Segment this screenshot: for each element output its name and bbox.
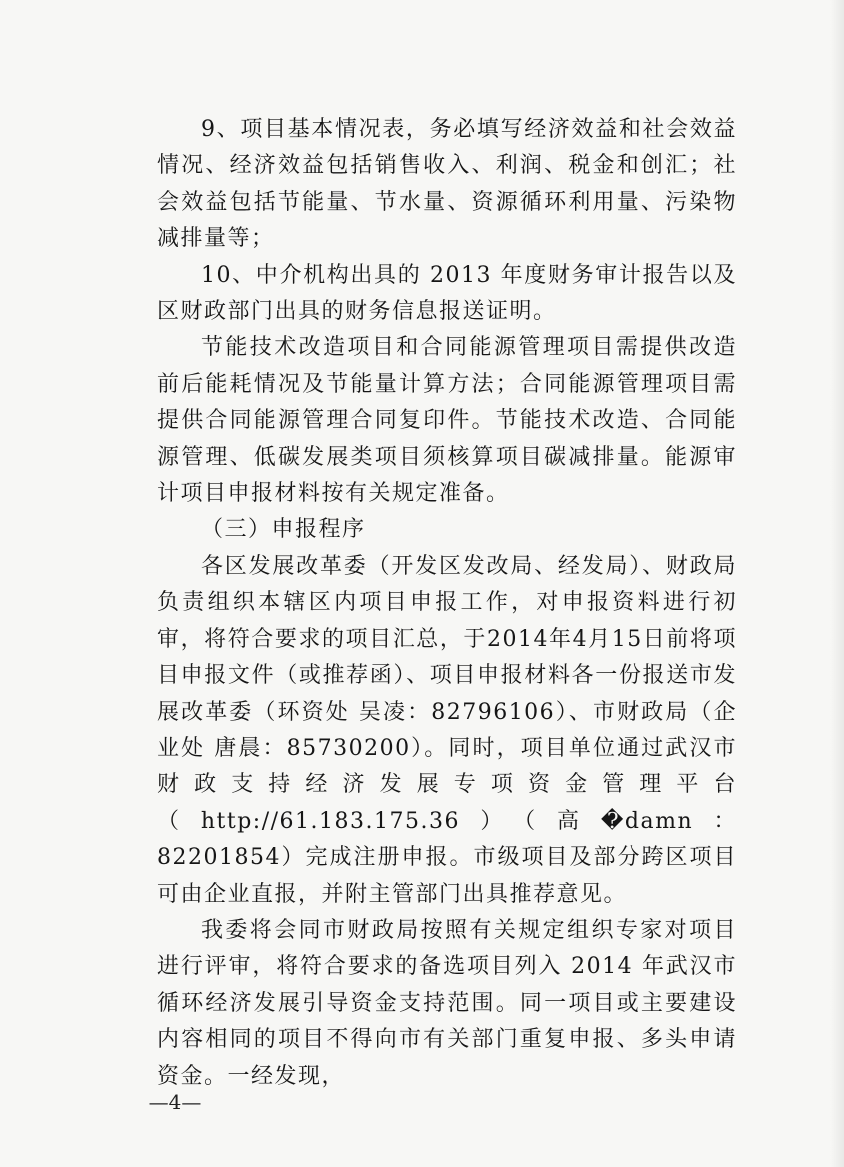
section-heading-application-procedure: （三）申报程序 <box>201 517 366 543</box>
paragraph-application-procedure: 各区发展改革委（开发区发改局、经发局）、财政局负责组织本辖区内项目申报工作，对申报资料进行初审，将符合要求的项目汇总，于2014年4月15日前将项目申报文件（或推荐函）、项目申报材料各一份报送市发展改革委（环资处 吴凌：82796106）、市财政局（企业处 唐晨：85730200）。同时，项目单位通过武汉市财政支持经济发展专项资金管理平台（http://61.183.175.36）（高�damn：82201854）完成注册申报。市级项目及部分跨区项目可由企业直报，并附主管部门出具推荐意见。 <box>157 553 737 907</box>
paragraph-item-10: 10、中介机构出具的 2013 年度财务审计报告以及区财政部门出具的财务信息报送证明。 <box>157 262 737 325</box>
paragraph-review-process: 我委将会同市财政局按照有关规定组织专家对项目进行评审，将符合要求的备选项目列入 2014 年武汉市循环经济发展引导资金支持范围。同一项目或主要建设内容相同的项目不得向市有关部门重复申报、多头申请资金。一经发现， <box>157 917 737 1089</box>
page-edge-shadow <box>830 0 844 1167</box>
paragraph-energy-saving-note: 节能技术改造项目和合同能源管理项目需提供改造前后能耗情况及节能量计算方法；合同能源管理项目需提供合同能源管理合同复印件。节能技术改造、合同能源管理、低碳发展类项目须核算项目碳减排量。能源审计项目申报材料按有关规定准备。 <box>157 335 737 507</box>
paragraph-item-9: 9、项目基本情况表，务必填写经济效益和社会效益情况、经济效益包括销售收入、利润、税金和创汇；社会效益包括节能量、节水量、资源循环利用量、污染物减排量等； <box>157 117 737 252</box>
document-body <box>157 112 737 1095</box>
page-number-text: —4— <box>148 1090 202 1114</box>
page-number <box>0 1090 350 1114</box>
